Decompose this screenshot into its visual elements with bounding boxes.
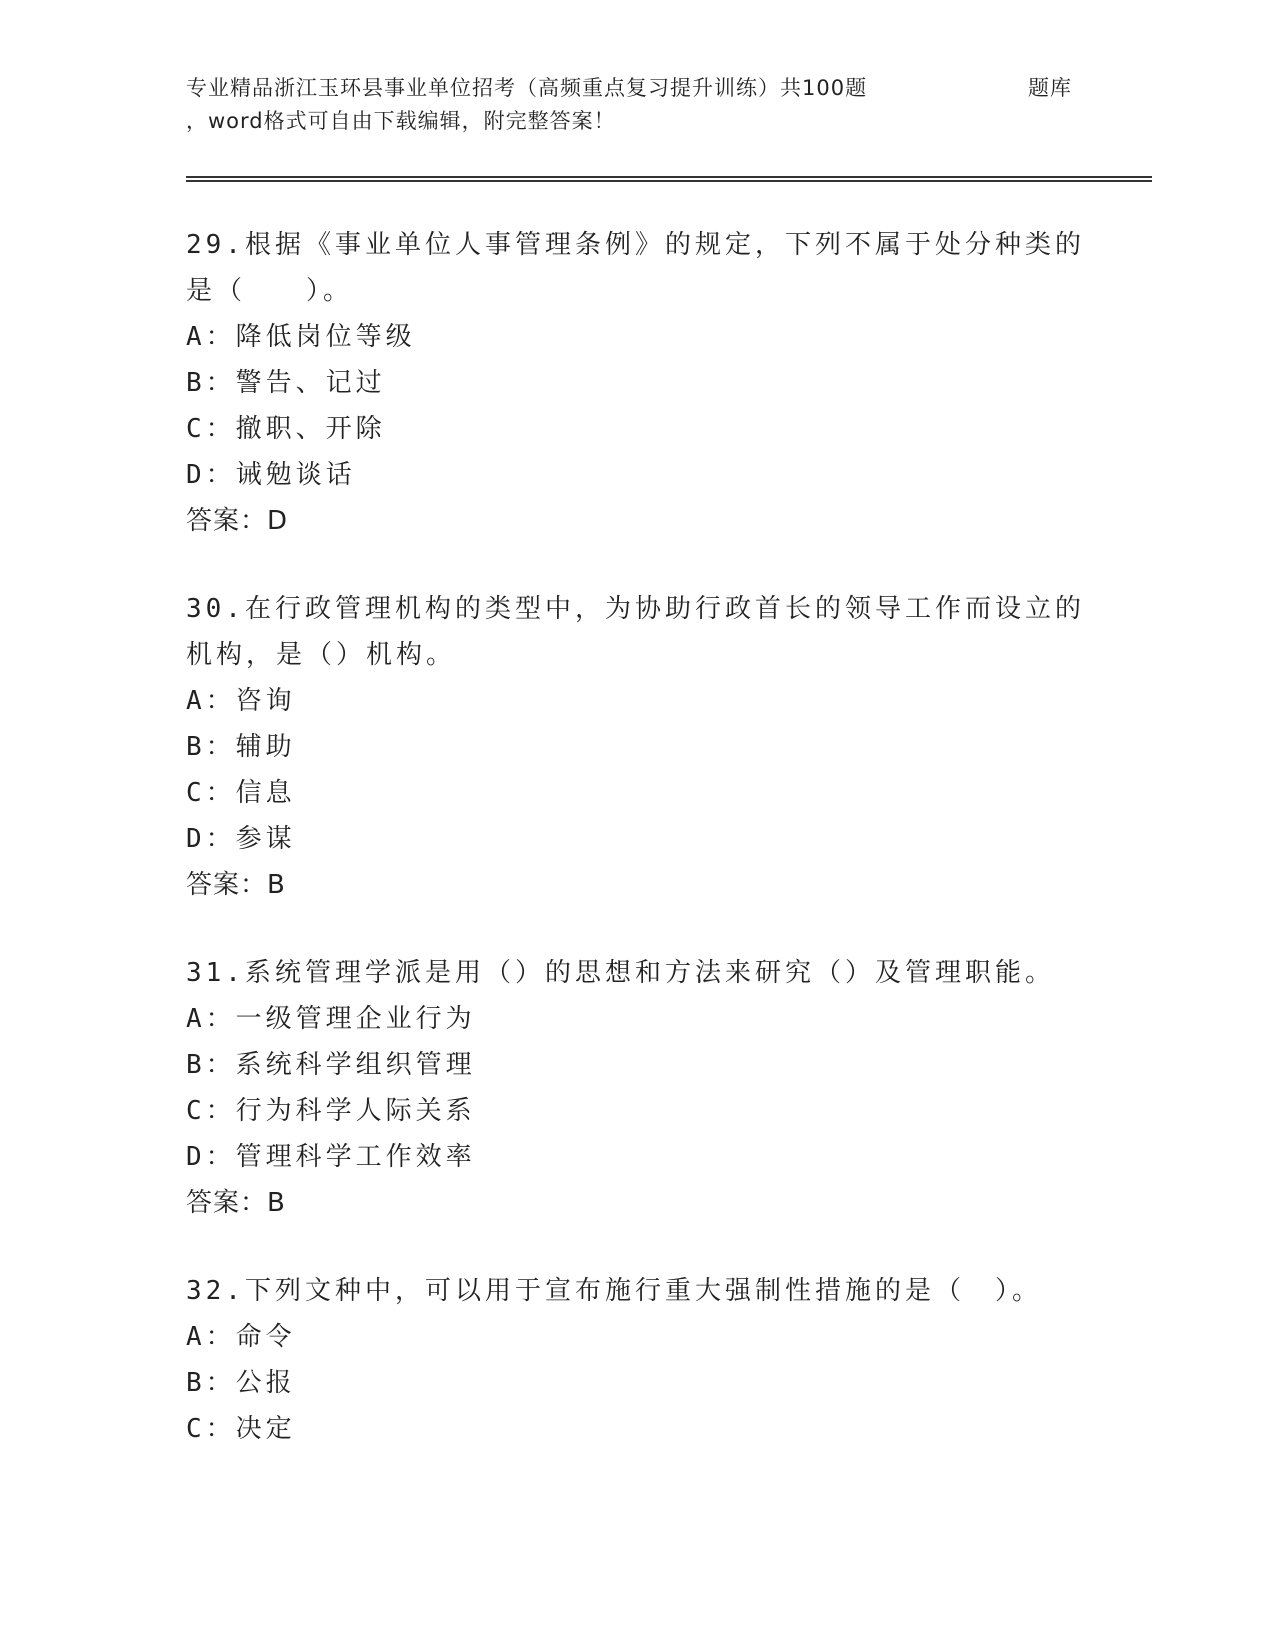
question-stem: 29.根据《事业单位人事管理条例》的规定，下列不属于处分种类的是（ ）。	[186, 230, 1085, 306]
option-a: A：降低岗位等级	[186, 322, 416, 352]
page-header	[186, 72, 1146, 138]
option-d: D：参谋	[186, 824, 296, 854]
option-d: D：诫勉谈话	[186, 460, 356, 490]
question-stem: 31.系统管理学派是用（）的思想和方法来研究（）及管理职能。	[186, 958, 1055, 988]
question-32	[186, 1268, 1086, 1452]
answer: 答案：B	[186, 1188, 286, 1218]
header-title: 专业精品浙江玉环县事业单位招考（高频重点复习提升训练）共100题	[186, 76, 868, 100]
option-a: A：命令	[186, 1322, 296, 1352]
answer: 答案：D	[186, 506, 289, 536]
option-a: A：咨询	[186, 686, 296, 716]
option-d: D：管理科学工作效率	[186, 1142, 476, 1172]
document-page	[186, 0, 1146, 1650]
option-c: C：行为科学人际关系	[186, 1096, 476, 1126]
option-b: B：公报	[186, 1368, 296, 1398]
question-31	[186, 950, 1086, 1226]
option-c: C：信息	[186, 778, 296, 808]
answer: 答案：B	[186, 870, 286, 900]
option-b: B：警告、记过	[186, 368, 386, 398]
option-b: B：辅助	[186, 732, 296, 762]
header-line-1	[186, 72, 1146, 105]
question-stem: 30.在行政管理机构的类型中，为协助行政首长的领导工作而设立的机构，是（）机构。	[186, 594, 1085, 670]
option-c: C：决定	[186, 1414, 296, 1444]
option-a: A：一级管理企业行为	[186, 1004, 476, 1034]
option-c: C：撤职、开除	[186, 414, 386, 444]
option-b: B：系统科学组织管理	[186, 1050, 476, 1080]
header-title-suffix: 题库	[1028, 76, 1072, 100]
question-30	[186, 586, 1086, 908]
question-stem: 32.下列文种中，可以用于宣布施行重大强制性措施的是（ ）。	[186, 1276, 1042, 1306]
question-29	[186, 222, 1086, 544]
header-divider	[186, 176, 1152, 182]
header-subtitle: ，word格式可自由下载编辑，附完整答案！	[186, 109, 616, 133]
